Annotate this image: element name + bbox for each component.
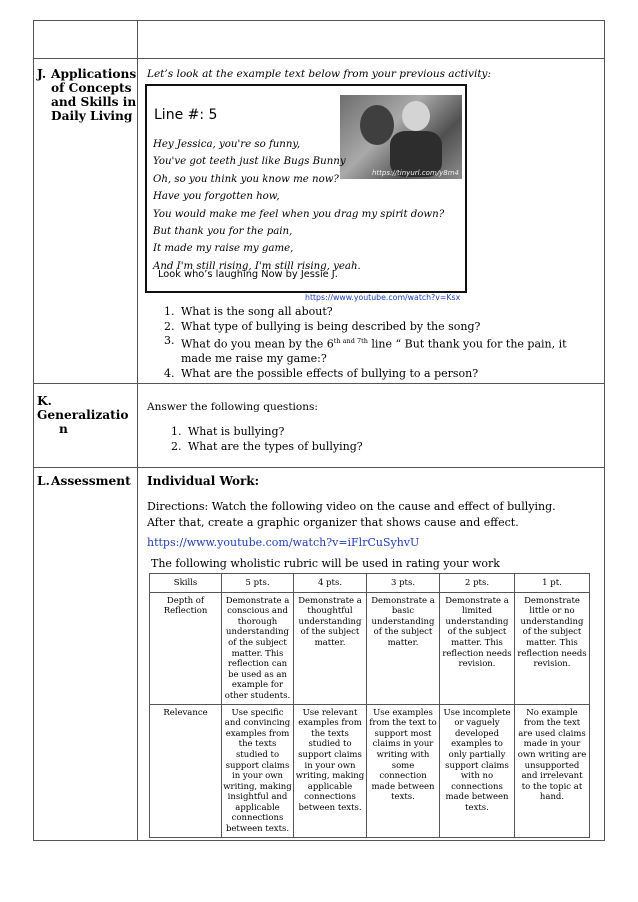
lyric-line: Oh, so you think you know me now? — [153, 173, 339, 185]
rubric-header: 1 pt. — [515, 574, 590, 593]
rubric-header: 4 pts. — [294, 574, 367, 593]
section-j-intro: Let’s look at the example text below from your previous activity: — [147, 68, 492, 80]
lesson-plan-table — [33, 20, 605, 841]
song-link[interactable]: https://www.youtube.com/watch?v=Ksx — [305, 293, 461, 302]
section-l-letter: L. — [37, 474, 50, 488]
lyric-line: But thank you for the pain, — [153, 226, 293, 238]
rubric-cell: Demonstrate a limited understanding of the subject matter. This reflection needs revision. — [440, 592, 515, 704]
individual-work-heading: Individual Work: — [147, 474, 260, 488]
section-l-label-cell — [34, 468, 138, 841]
section-j-label-cell — [34, 59, 138, 384]
rubric-skill: Relevance — [150, 704, 222, 837]
question-text: What are the types of bullying? — [188, 439, 363, 453]
section-l-label-text: Assessment — [51, 474, 131, 488]
section-j-row — [34, 59, 605, 384]
question-number: 2. — [171, 439, 182, 453]
rubric-table — [149, 573, 590, 838]
question-text: line “ But thank you for the pain, it — [367, 337, 567, 351]
question-item — [171, 425, 604, 440]
question-number: 3. — [164, 334, 175, 348]
song-credit: Look who’s laughing Now by Jessie J. — [158, 269, 338, 280]
rubric-cell: Demonstrate little or no understanding of the subject matter. This reflection needs revision. — [515, 592, 590, 704]
lyric-line: Have you forgotten how, — [153, 191, 280, 203]
section-j-label-line: Daily Living — [51, 109, 133, 123]
rubric-skill: Depth of Reflection — [150, 592, 222, 704]
section-k-label — [34, 384, 137, 436]
question-text: What type of bullying is being described by the song? — [181, 319, 481, 333]
section-j-letter: J. — [37, 67, 47, 81]
rubric-header-row — [150, 574, 590, 593]
song-lyrics — [153, 136, 444, 275]
question-superscript: th and 7th — [333, 337, 368, 346]
lyrics-image-box — [145, 84, 467, 302]
section-j-label-line: and Skills in — [51, 95, 137, 109]
question-text: What do you mean by the 6 — [181, 337, 334, 351]
question-text: What is the song all about? — [181, 305, 333, 318]
rubric-row — [150, 704, 590, 837]
directions-line: After that, create a graphic organizer that shows cause and effect. — [147, 515, 519, 529]
section-k-content-cell — [138, 384, 605, 468]
question-item — [164, 305, 604, 320]
rubric-header: 3 pts. — [367, 574, 440, 593]
section-k-label-line: n — [59, 422, 68, 436]
section-l-content-cell — [138, 468, 605, 841]
question-item — [164, 367, 604, 382]
assessment-directions — [147, 499, 604, 530]
section-k-letter: K. — [37, 394, 52, 408]
section-j-label-line: of Concepts — [51, 81, 132, 95]
rubric-header: Skills — [150, 574, 222, 593]
lyric-line: And I'm still rising, I'm still rising, yeah. — [153, 260, 361, 272]
directions-line: Directions: Watch the following video on the cause and effect of bullying. — [147, 500, 556, 513]
section-k-questions — [171, 425, 604, 454]
rubric-header: 5 pts. — [222, 574, 294, 593]
rubric-cell: Demonstrate a thoughtful understanding of the subject matter. — [294, 592, 367, 704]
lesson-plan-sheet — [33, 20, 604, 840]
top-empty-row — [34, 21, 605, 59]
lyric-line: You would make me feel when you drag my spirit down? — [153, 208, 445, 220]
lyric-line: Hey Jessica, you're so funny, — [153, 139, 301, 150]
rubric-cell: Use specific and convincing examples from the texts studied to support claims in your own writing, making insightful and applicable connections between texts. — [222, 704, 294, 837]
lyric-line: It made my raise my game, — [153, 243, 294, 255]
section-k-row — [34, 384, 605, 468]
question-item — [171, 440, 604, 455]
question-item — [164, 334, 604, 367]
section-l-row — [34, 468, 605, 841]
section-k-instruction: Answer the following questions: — [147, 401, 318, 413]
video-link[interactable]: https://www.youtube.com/watch?v=iFlrCuSyhvU — [147, 536, 420, 549]
rubric-row — [150, 592, 590, 704]
rubric-header: 2 pts. — [440, 574, 515, 593]
rubric-cell: Use relevant examples from the texts studied to support claims in your own writing, making applicable connections between texts. — [294, 704, 367, 837]
section-k-label-cell — [34, 384, 138, 468]
question-number: 2. — [164, 319, 175, 333]
top-empty-content-cell — [138, 21, 605, 59]
section-k-label-line: Generalizatio — [37, 408, 129, 422]
section-j-questions — [164, 305, 604, 382]
rubric-cell: Demonstrate a basic understanding of the subject matter. — [367, 592, 440, 704]
rubric-cell: Use examples from the text to support most claims in your writing with some connection made between texts. — [367, 704, 440, 837]
photo-source-url: https://tinyurl.com/y8m4 — [371, 169, 459, 177]
question-text-continued: made me raise my game:? — [181, 352, 327, 366]
section-l-label — [34, 468, 137, 488]
rubric-intro: The following wholistic rubric will be used in rating your work — [151, 557, 500, 570]
question-number: 1. — [171, 425, 182, 438]
question-item — [164, 320, 604, 335]
question-text: What are the possible effects of bullying to a person? — [181, 367, 479, 381]
line-number-title: Line #: 5 — [154, 107, 218, 123]
photo-figure — [402, 101, 430, 131]
question-number: 1. — [164, 305, 175, 318]
lyric-line: You've got teeth just like Bugs Bunny — [153, 156, 346, 168]
rubric-cell: No example from the text are used claims made in your own writing are unsupported and irrelevant to the topic at hand. — [515, 704, 590, 837]
rubric-cell: Use incomplete or vaguely developed examples to only partially support claims with no connections made between texts. — [440, 704, 515, 837]
top-empty-label-cell — [34, 21, 138, 59]
rubric-cell: Demonstrate a conscious and thorough understanding of the subject matter. This reflection can be used as an example for other students. — [222, 592, 294, 704]
section-j-content-cell — [138, 59, 605, 384]
question-text: What is bullying? — [188, 425, 285, 438]
section-j-label — [34, 59, 137, 123]
section-j-label-line: Applications — [51, 67, 137, 81]
question-number: 4. — [164, 367, 175, 381]
